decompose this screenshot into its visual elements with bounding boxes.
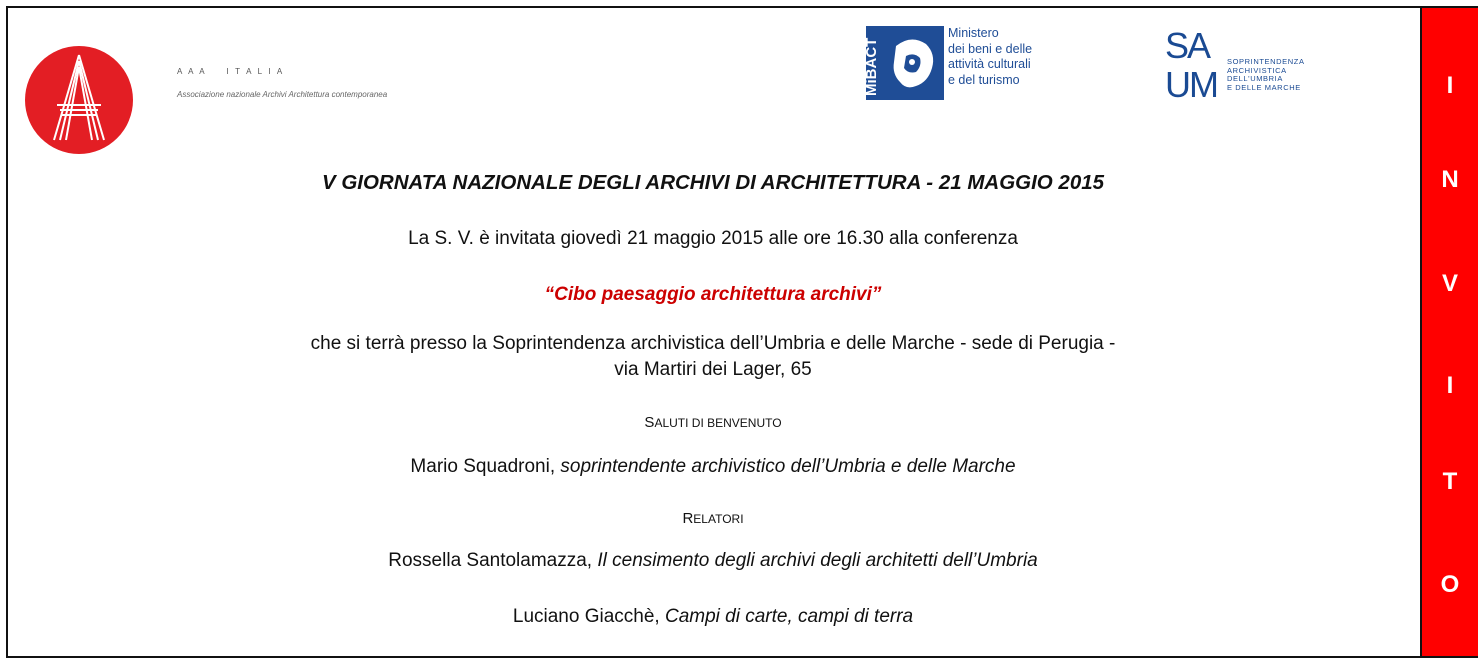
- speaker-name: Rossella Santolamazza,: [388, 550, 598, 571]
- invito-letter: V: [1441, 270, 1458, 297]
- mibact-badge-text: MiBACT: [863, 37, 880, 96]
- svg-text:SA: SA: [1165, 25, 1210, 66]
- heading-initial: S: [644, 414, 655, 431]
- heading-initial: R: [682, 510, 694, 527]
- talk-title: Il censimento degli archivi degli architetti dell’Umbria: [597, 550, 1038, 571]
- speaker-line: [6, 606, 1420, 628]
- svg-text:UM: UM: [1165, 64, 1217, 105]
- invito-letter: N: [1441, 166, 1459, 193]
- invito-letter: I: [1446, 372, 1454, 399]
- speaker-name: Mario Squadroni,: [410, 456, 561, 477]
- soprintendenza-line: ARCHIVISTICA: [1227, 65, 1287, 75]
- invito-sidebar: [1420, 6, 1478, 658]
- soprintendenza-line: E DELLE MARCHE: [1227, 82, 1301, 92]
- ministry-line: e del turismo: [948, 72, 1020, 87]
- ministry-line: dei beni e delle: [948, 41, 1033, 56]
- invito-letter: T: [1442, 468, 1458, 495]
- aaa-italia-subtitle: Associazione nazionale Archivi Architettura contemporanea: [177, 90, 388, 99]
- heading-rest: ALUTI DI BENVENUTO: [654, 416, 782, 430]
- section-heading-relatori: [6, 510, 1420, 527]
- ministry-line: Ministero: [948, 26, 999, 40]
- invite-line: La S. V. è invitata giovedì 21 maggio 2015 alle ore 16.30 alla conferenza: [408, 228, 1018, 249]
- heading-rest: ELATORI: [693, 512, 744, 526]
- soprintendenza-line: DELL'UMBRIA: [1227, 74, 1283, 84]
- mibact-logo: [863, 26, 944, 100]
- conference-title: “Cibo paesaggio architettura archivi”: [544, 284, 882, 305]
- speaker-line: [6, 550, 1420, 572]
- venue-line: che si terrà presso la Soprintendenza archivistica dell’Umbria e delle Marche - sede di Perugia -: [310, 333, 1116, 354]
- ministry-name: [948, 26, 1032, 88]
- event-title: V GIORNATA NAZIONALE DEGLI ARCHIVI DI ARCHITETTURA - 21 MAGGIO 2015: [321, 171, 1105, 194]
- aaa-italia-title: A A A I T A L I A: [177, 67, 283, 76]
- speaker-role: soprintendente archivistico dell’Umbria e delle Marche: [560, 456, 1016, 477]
- speaker-line: [6, 456, 1420, 478]
- section-heading-saluti: [6, 414, 1420, 431]
- soprintendenza-line: SOPRINTENDENZA: [1227, 57, 1305, 66]
- speaker-name: Luciano Giacchè,: [512, 606, 665, 627]
- invito-letter: O: [1440, 571, 1460, 598]
- aaa-italia-logo: [24, 45, 134, 155]
- talk-title: Campi di carte, campi di terra: [664, 606, 914, 627]
- soprintendenza-name: [1227, 58, 1305, 92]
- venue-address: via Martiri dei Lager, 65: [614, 359, 812, 380]
- invito-letter: I: [1446, 72, 1454, 99]
- saum-logo: [1165, 25, 1221, 105]
- ministry-line: attività culturali: [948, 57, 1031, 71]
